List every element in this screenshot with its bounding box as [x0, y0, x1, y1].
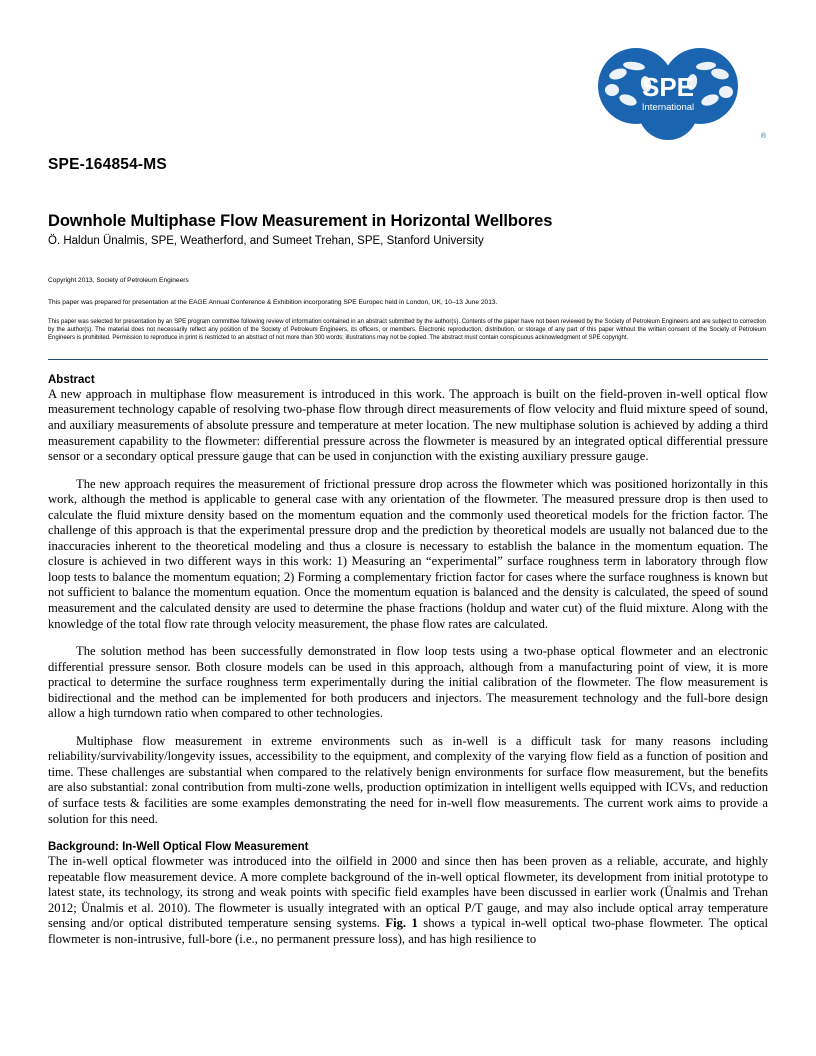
background-text-part2: shows a typical in-well optical two-phase flowmeter. The optical flowmeter is non-intrusive, full-bore (i.e., no permanent pressure loss), and has high resilience to [48, 916, 768, 946]
abstract-heading: Abstract [48, 373, 95, 386]
abstract-paragraph-1: A new approach in multiphase flow measurement is introduced in this work. The approach is built on the field-proven in-well optical flow measurement technology capable of resolving two-phase flow through direct measurements of flow velocity and fluid mixture speed of sound, and auxiliary measurements of absolute pressure and temperature at meter location. The new multiphase solution is achieved by adding a third measurement capability to the flowmeter: differential pressure across the flowmeter is measured by an integrated optical differential pressure sensor or a secondary optical pressure gauge that can be used in conjunction with the existing auxiliary pressure gauge. [48, 386, 768, 464]
document-number: SPE-164854-MS [48, 156, 167, 173]
copyright-line: Copyright 2013, Society of Petroleum Engineers [48, 277, 189, 284]
background-paragraph [48, 854, 768, 947]
abstract-paragraph-4: Multiphase flow measurement in extreme environments such as in-well is a difficult task for many reasons including reliability/survivability/longevity issues, accessibility to the equipment, and complexity of the varying flow field as a function of position and time. These challenges are substantial when compared to the relatively benign environments for surface flow measurement, but the benefits are also substantial: zonal contribution from multi-zone wells, production optimization in intelligent wells equipped with ICVs, and reduction of surface tests & facilities are some examples demonstrating the need for in-well flow measurements. The current work aims to provide a solution for this need. [48, 733, 768, 826]
header-divider [48, 359, 768, 360]
author-list: Ö. Haldun Ünalmis, SPE, Weatherford, and Sumeet Trehan, SPE, Stanford University [48, 235, 484, 247]
abstract-paragraph-3: The solution method has been successfully demonstrated in flow loop tests using a two-phase optical flowmeter and an electronic differential pressure sensor. Both closure models can be used in this approach, although from a manufacturing point of view, it is more practical to determine the surface roughness term experimentally during the initial calibration of the flowmeter. The flow measurement is bidirectional and the method can be implemented for both producers and injectors. The measurement technology and the full-bore design allow a high turndown ratio when compared to other technologies. [48, 644, 768, 721]
page-content [48, 44, 768, 947]
registered-mark: ® [760, 133, 766, 140]
disclaimer-text: This paper was selected for presentation by an SPE program committee following review of information contained in an abstract submitted by the author(s). Contents of the paper have not been reviewed by the Society of Petroleum Engineers and are subject to correction by the author(s). The material does not necessarily reflect any position of the Society of Petroleum Engineers, its officers, or members. Electronic reproduction, distribution, or storage of any part of this paper without the written consent of the Society of Petroleum Engineers is prohibited. Permission to reproduce in print is restricted to an abstract of not more than 300 words; illustrations may not be copied. The abstract must contain conspicuous acknowledgment of SPE copyright. [48, 319, 766, 341]
legal-block [48, 277, 768, 343]
svg-text:International: International [641, 102, 695, 113]
background-text-part1: The in-well optical flowmeter was introduced into the oilfield in 2000 and since then has been proven as a reliable, accurate, and highly repeatable flow measurement device. A more complete background of the in-well optical flowmeter, its development from initial prototype to latest state, its technology, its strong and weak points with specific field examples have been discussed in earlier work (Ünalmis and Trehan 2012; Ünalmis et al. 2010). The flowmeter is usually integrated with an optical P/T gauge, and may also include optical array temperature sensing and/or optical distributed temperature sensing systems. [48, 854, 768, 931]
figure-reference: Fig. 1 [385, 916, 418, 931]
page-title: Downhole Multiphase Flow Measurement in Horizontal Wellbores [48, 212, 553, 230]
abstract-paragraph-2: The new approach requires the measurement of frictional pressure drop across the flowmeter which was positioned horizontally in this work, although the method is applicable to general case with any orientation of the flowmeter. The measured pressure drop is then used to calculate the fluid mixture density based on the momentum equation and the commonly used theoretical models for the friction factor. The challenge of this approach is that the experimental pressure drop and the prediction by theoretical models are usually not balanced due to the inaccuracies inherent to the theoretical modeling and thus a closure is necessary to establish the balance in the momentum equation. The closure is achieved in two different ways in this work: 1) Measuring an “experimental” surface roughness term in laboratory through flow loop tests to balance the momentum equation; 2) Forming a complementary friction factor for cases where the surface roughness is known but not sufficient to balance the momentum equation. Once the momentum equation is balanced and the density is calculated, the speed of sound measurement and the calculated density are used to determine the phase fractions (holdup and water cut) of the fluid mixture. Along with the knowledge of the total flow rate through velocity measurement, the phase flow rates are calculated. [48, 476, 768, 631]
presentation-line: This paper was prepared for presentation at the EAGE Annual Conference & Exhibition incorporating SPE Europec held in London, UK, 10–13 June 2013. [48, 299, 498, 306]
spe-logo-icon [588, 44, 768, 144]
svg-text:SPE: SPE [641, 72, 695, 102]
background-heading: Background: In-Well Optical Flow Measurement [48, 841, 309, 854]
spe-logo [588, 44, 768, 144]
